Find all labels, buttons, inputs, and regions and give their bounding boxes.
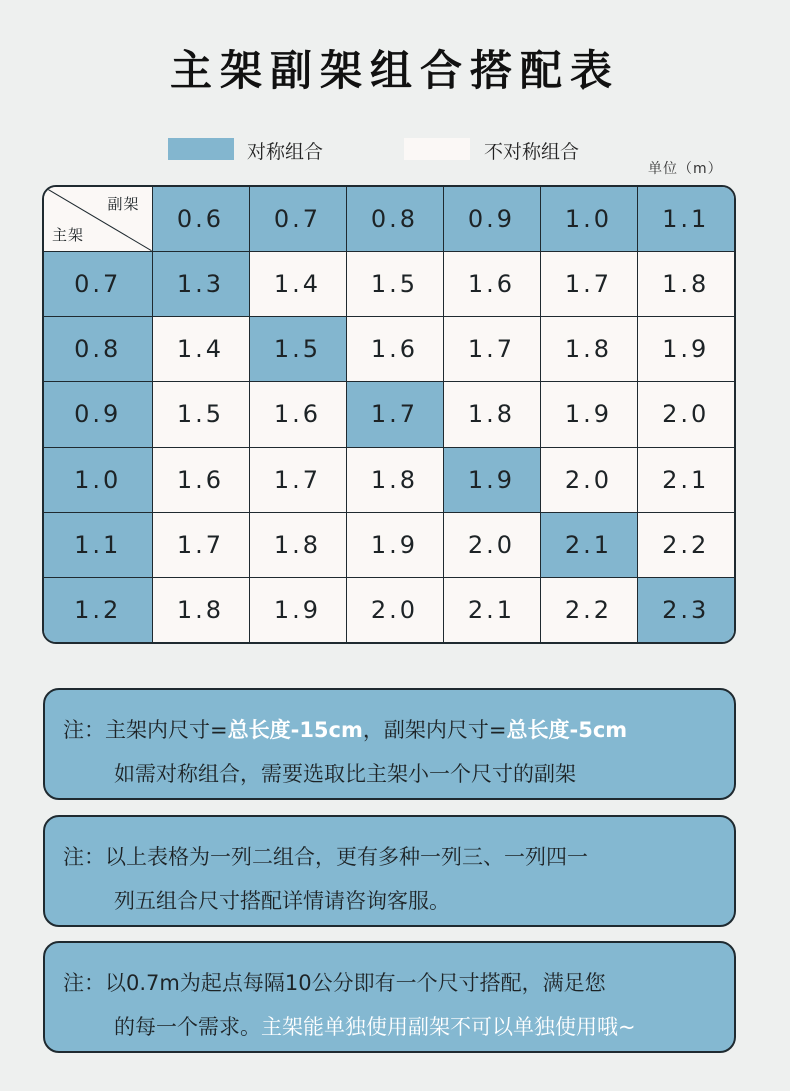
column-header: 1.1 — [637, 187, 734, 251]
column-header: 0.6 — [152, 187, 249, 251]
row-header: 0.9 — [44, 382, 152, 447]
table-row — [44, 578, 734, 642]
row-header: 1.1 — [44, 512, 152, 577]
table-cell: 2.3 — [637, 578, 734, 642]
note-line: 列五组合尺寸搭配详情请咨询客服。 — [114, 889, 450, 913]
row-header: 0.8 — [44, 317, 152, 382]
table-row — [44, 251, 734, 316]
note-prefix: 注： — [63, 718, 105, 742]
table-row — [44, 447, 734, 512]
table-cell: 1.7 — [540, 251, 637, 316]
table-cell: 1.8 — [637, 251, 734, 316]
table-cell: 1.8 — [540, 317, 637, 382]
table-cell: 2.1 — [540, 512, 637, 577]
note-highlight: 总长度-5cm — [506, 718, 628, 742]
row-header: 1.2 — [44, 578, 152, 642]
table-cell: 1.7 — [152, 512, 249, 577]
row-header: 1.0 — [44, 447, 152, 512]
note-prefix: 注： — [63, 845, 105, 869]
table-cell: 2.0 — [540, 447, 637, 512]
row-header: 0.7 — [44, 251, 152, 316]
combination-table — [42, 185, 736, 644]
note-text: 主架内尺寸= — [105, 718, 228, 742]
column-header: 0.8 — [346, 187, 443, 251]
unit-label: 单位（m） — [648, 161, 723, 177]
note-line: 如需对称组合，需要选取比主架小一个尺寸的副架 — [114, 762, 576, 786]
note-sizing — [43, 941, 736, 1053]
note-prefix: 注： — [63, 971, 105, 995]
symmetric-swatch — [168, 138, 234, 160]
table-cell: 1.4 — [249, 251, 346, 316]
column-header: 1.0 — [540, 187, 637, 251]
table-row — [44, 382, 734, 447]
table-cell: 2.0 — [637, 382, 734, 447]
table-cell: 1.7 — [443, 317, 540, 382]
note-text: 以0.7m为起点每隔10公分即有一个尺寸搭配，满足您 — [105, 971, 606, 995]
note-highlight: 总长度-15cm — [227, 718, 363, 742]
table-cell: 1.5 — [249, 317, 346, 382]
table-header-row — [44, 187, 734, 251]
table-cell: 1.7 — [249, 447, 346, 512]
table-cell: 1.7 — [346, 382, 443, 447]
note-text: 以上表格为一列二组合，更有多种一列三、一列四一 — [105, 845, 588, 869]
table-row — [44, 512, 734, 577]
note-text: 的每一个需求。 — [114, 1015, 261, 1039]
table-corner-cell — [44, 187, 152, 251]
column-header: 0.9 — [443, 187, 540, 251]
table-cell: 2.1 — [637, 447, 734, 512]
note-line — [63, 1005, 714, 1049]
corner-main-frame-label: 主架 — [52, 225, 85, 244]
table-cell: 1.8 — [346, 447, 443, 512]
table-cell: 1.6 — [346, 317, 443, 382]
note-line — [63, 708, 714, 752]
table-cell: 1.9 — [540, 382, 637, 447]
table-cell: 2.2 — [540, 578, 637, 642]
asymmetric-swatch — [404, 138, 470, 160]
table-cell: 1.9 — [249, 578, 346, 642]
column-header: 0.7 — [249, 187, 346, 251]
table-row — [44, 317, 734, 382]
table-cell: 1.8 — [443, 382, 540, 447]
corner-sub-frame-label: 副架 — [107, 195, 140, 213]
table-cell: 2.0 — [346, 578, 443, 642]
table-cell: 2.0 — [443, 512, 540, 577]
table-cell: 1.9 — [346, 512, 443, 577]
note-dimensions — [43, 688, 736, 800]
table-cell: 2.1 — [443, 578, 540, 642]
legend-symmetric-label: 对称组合 — [247, 141, 324, 163]
note-combinations — [43, 815, 736, 927]
table-cell: 1.5 — [152, 382, 249, 447]
table-cell: 1.5 — [346, 251, 443, 316]
table-cell: 1.3 — [152, 251, 249, 316]
table-cell: 1.6 — [443, 251, 540, 316]
note-line — [63, 835, 714, 879]
table-cell: 1.8 — [249, 512, 346, 577]
table-cell: 1.4 — [152, 317, 249, 382]
legend-asymmetric-label: 不对称组合 — [484, 141, 580, 163]
note-text: ，副架内尺寸= — [362, 718, 507, 742]
note-highlight: 主架能单独使用副架不可以单独使用哦~ — [261, 1015, 636, 1039]
note-line — [63, 961, 714, 1005]
table-cell: 2.2 — [637, 512, 734, 577]
table-cell: 1.8 — [152, 578, 249, 642]
page-title: 主架副架组合搭配表 — [169, 46, 620, 95]
table-cell: 1.9 — [443, 447, 540, 512]
table-cell: 1.6 — [249, 382, 346, 447]
table-cell: 1.9 — [637, 317, 734, 382]
table-cell: 1.6 — [152, 447, 249, 512]
